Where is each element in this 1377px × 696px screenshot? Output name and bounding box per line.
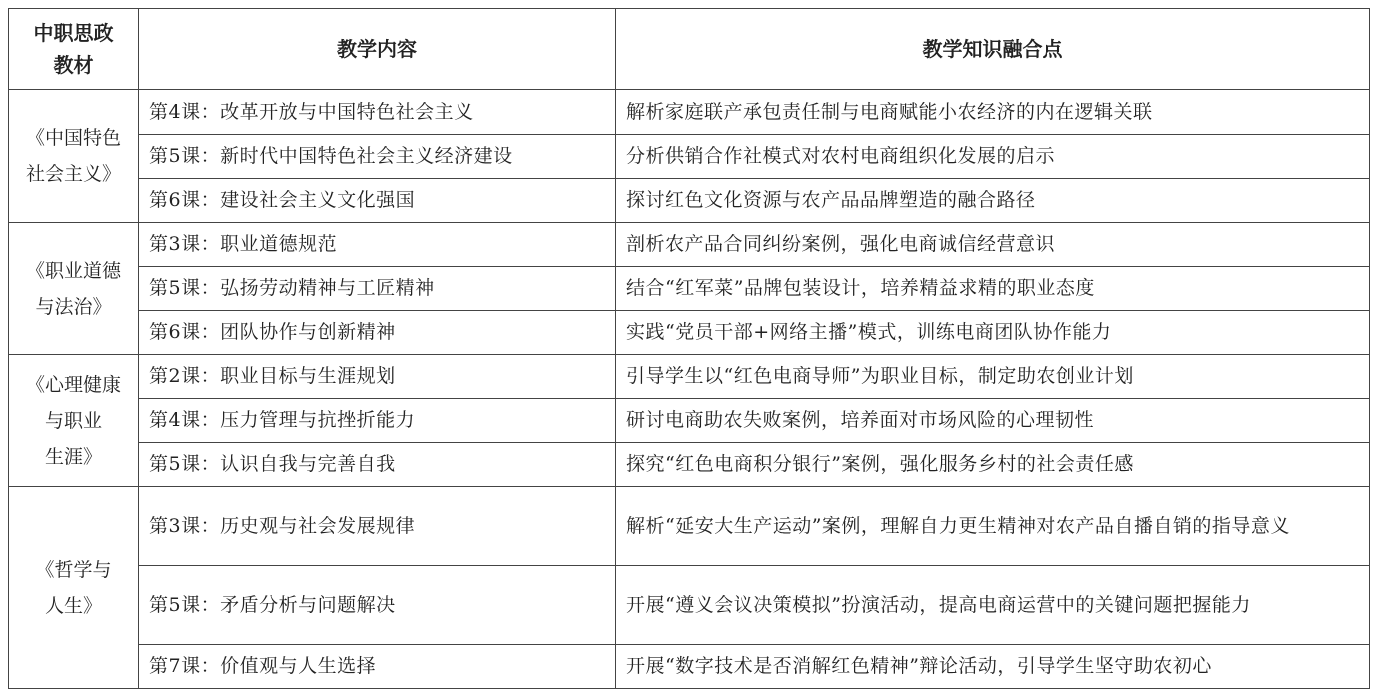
table-row [9,311,1370,355]
table-header-row [9,9,1370,90]
content-cell: 第2课：职业目标与生涯规划 [139,355,616,399]
table-row [9,355,1370,399]
point-cell: 探讨红色文化资源与农产品品牌塑造的融合路径 [616,179,1370,223]
table-row [9,443,1370,487]
header-content: 教学内容 [139,9,616,90]
textbook-line: 《中国特色 [25,127,121,149]
header-textbook-line1: 中职思政 [33,21,114,45]
table-row [9,90,1370,135]
content-cell: 第4课：压力管理与抗挫折能力 [139,399,616,443]
table-row [9,399,1370,443]
header-point: 教学知识融合点 [616,9,1370,90]
textbook-line: 与法治》 [35,295,112,318]
textbook-line: 《哲学与 [35,558,112,581]
table-row [9,267,1370,311]
textbook-line: 与职业 [44,409,102,432]
textbook-line: 人生》 [44,594,102,617]
curriculum-table-container [8,8,1369,688]
textbook-line: 生涯》 [44,445,102,468]
content-cell: 第6课：团队协作与创新精神 [139,311,616,355]
header-textbook [9,9,139,90]
table-row [9,135,1370,179]
content-cell: 第5课：新时代中国特色社会主义经济建设 [139,135,616,179]
textbook-line: 《职业道德 [25,259,121,282]
content-cell: 第5课：认识自我与完善自我 [139,443,616,487]
content-cell: 第7课：价值观与人生选择 [139,645,616,689]
content-cell: 第6课：建设社会主义文化强国 [139,179,616,223]
header-textbook-line2: 教材 [53,53,94,77]
table-row [9,487,1370,566]
point-cell: 解析家庭联产承包责任制与电商赋能小农经济的内在逻辑关联 [616,90,1370,135]
content-cell: 第4课：改革开放与中国特色社会主义 [139,90,616,135]
point-cell: 探究“红色电商积分银行”案例，强化服务乡村的社会责任感 [616,443,1370,487]
point-cell: 研讨电商助农失败案例，培养面对市场风险的心理韧性 [616,399,1370,443]
table-row [9,179,1370,223]
textbook-line: 社会主义》 [25,163,121,185]
table-row [9,566,1370,645]
content-cell: 第3课：职业道德规范 [139,223,616,267]
textbook-cell [9,355,139,487]
table-row [9,223,1370,267]
textbook-cell [9,90,139,223]
point-cell: 解析“延安大生产运动”案例，理解自力更生精神对农产品自播自销的指导意义 [616,487,1370,566]
textbook-line: 《心理健康 [25,373,121,396]
content-cell: 第3课：历史观与社会发展规律 [139,487,616,566]
point-cell: 开展“数字技术是否消解红色精神”辩论活动，引导学生坚守助农初心 [616,645,1370,689]
point-cell: 引导学生以“红色电商导师”为职业目标，制定助农创业计划 [616,355,1370,399]
textbook-cell [9,487,139,689]
point-cell: 开展“遵义会议决策模拟”扮演活动，提高电商运营中的关键问题把握能力 [616,566,1370,645]
point-cell: 实践“党员干部+网络主播”模式，训练电商团队协作能力 [616,311,1370,355]
textbook-cell [9,223,139,355]
table-row [9,645,1370,689]
point-cell: 结合“红军菜”品牌包装设计，培养精益求精的职业态度 [616,267,1370,311]
point-cell: 剖析农产品合同纠纷案例，强化电商诚信经营意识 [616,223,1370,267]
curriculum-integration-table [8,8,1370,689]
content-cell: 第5课：矛盾分析与问题解决 [139,566,616,645]
point-cell: 分析供销合作社模式对农村电商组织化发展的启示 [616,135,1370,179]
content-cell: 第5课：弘扬劳动精神与工匠精神 [139,267,616,311]
